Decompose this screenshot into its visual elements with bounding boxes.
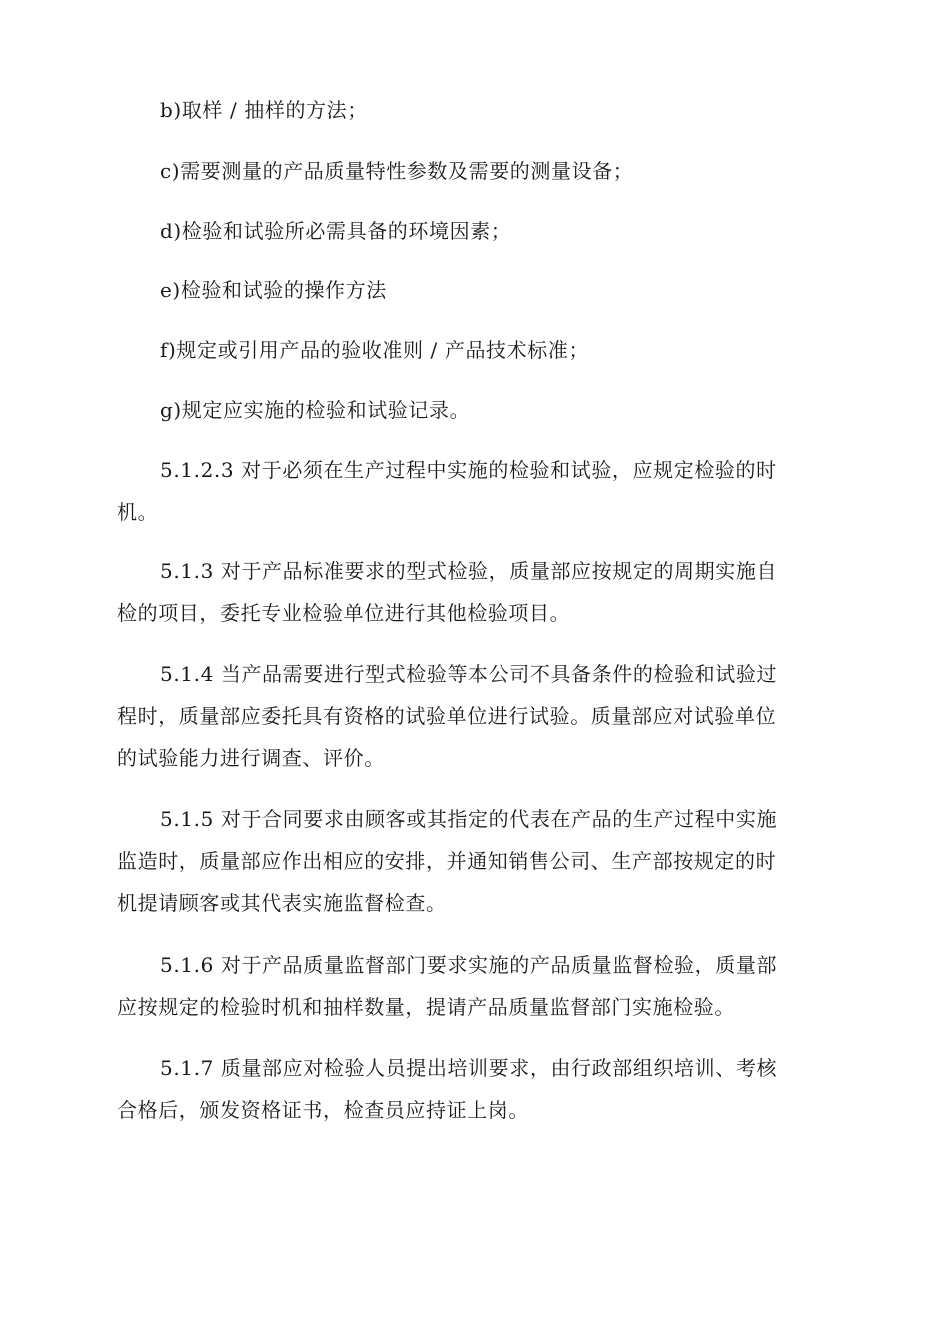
paragraph-line: 5.1.7 质量部应对检验人员提出培训要求，由行政部组织培训、考核 (160, 1056, 778, 1080)
paragraph-line: 机。 (117, 500, 159, 524)
paragraph-line: 5.1.3 对于产品标准要求的型式检验，质量部应按规定的周期实施自 (160, 559, 778, 583)
list-item-c: c)需要测量的产品质量特性参数及需要的测量设备； (160, 159, 634, 183)
paragraph-line: 5.1.4 当产品需要进行型式检验等本公司不具备条件的检验和试验过 (160, 662, 778, 686)
paragraph-line: 机提请顾客或其代表实施监督检查。 (117, 891, 447, 915)
paragraph-line: 应按规定的检验时机和抽样数量，提请产品质量监督部门实施检验。 (117, 995, 735, 1019)
paragraph-line: 程时，质量部应委托具有资格的试验单位进行试验。质量部应对试验单位 (117, 704, 777, 728)
list-item-g: g)规定应实施的检验和试验记录。 (160, 398, 471, 422)
paragraph-line: 监造时，质量部应作出相应的安排，并通知销售公司、生产部按规定的时 (117, 849, 777, 873)
list-item-d: d)检验和试验所必需具备的环境因素； (160, 219, 512, 243)
paragraph-line: 检的项目，委托专业检验单位进行其他检验项目。 (117, 601, 571, 625)
paragraph-line: 5.1.6 对于产品质量监督部门要求实施的产品质量监督检验，质量部 (160, 953, 778, 977)
paragraph-line: 合格后，颁发资格证书，检查员应持证上岗。 (117, 1098, 529, 1122)
list-item-e: e)检验和试验的操作方法 (160, 278, 387, 302)
list-item-b: b)取样 / 抽样的方法； (160, 98, 368, 122)
paragraph-line: 5.1.2.3 对于必须在生产过程中实施的检验和试验，应规定检验的时 (160, 458, 777, 482)
paragraph-line: 5.1.5 对于合同要求由顾客或其指定的代表在产品的生产过程中实施 (160, 807, 778, 831)
list-item-f: f)规定或引用产品的验收准则 / 产品技术标准； (160, 338, 590, 362)
paragraph-line: 的试验能力进行调查、评价。 (117, 746, 385, 770)
